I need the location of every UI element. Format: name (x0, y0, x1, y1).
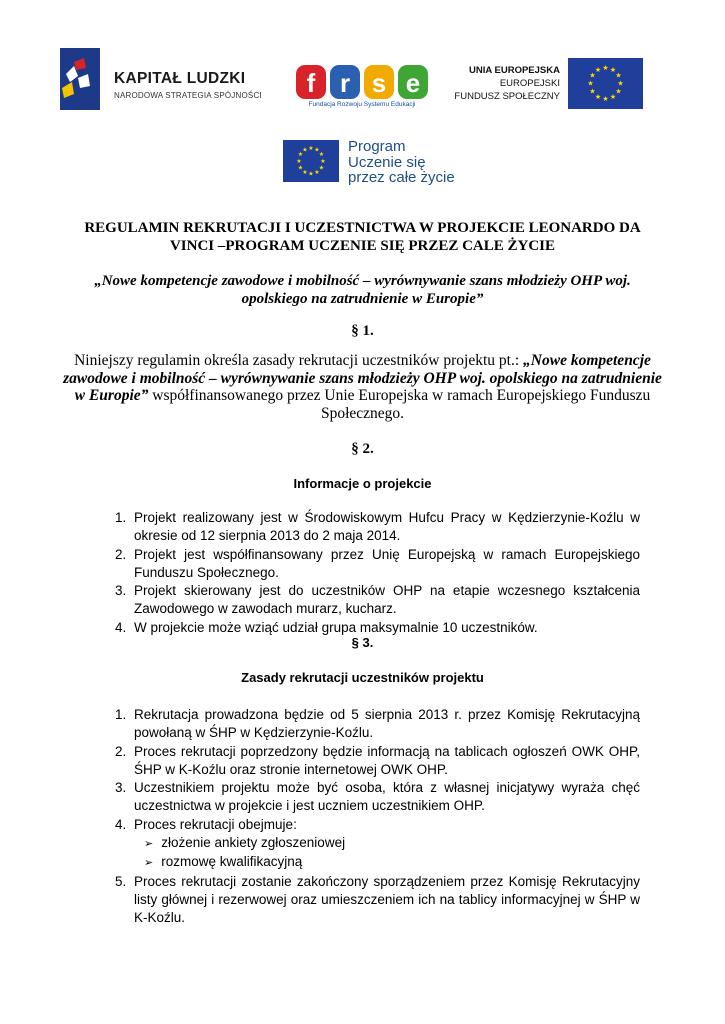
svg-text:★: ★ (296, 158, 302, 165)
svg-text:★: ★ (594, 66, 602, 74)
sub-list-item (144, 834, 640, 853)
list-item (130, 816, 640, 873)
svg-text:★: ★ (297, 151, 304, 158)
list-item: 1. Rekrutacja prowadzona będzie od 5 sierpnia 2013 r. przez Komisję Rekrutacyjną powołaną w ŚHP w Kędzierzynie-Koźlu. (130, 706, 640, 743)
svg-text:★: ★ (297, 164, 304, 172)
svg-text:f: f (306, 68, 316, 98)
arrow-bullet-icon: ➢ (144, 857, 154, 870)
list-item: 4. W projekcie może wziąć udział grupa maksymalnie 10 uczestników. (130, 619, 640, 637)
sub-list (134, 834, 640, 873)
svg-text:★: ★ (308, 170, 314, 178)
svg-text:★: ★ (589, 87, 596, 96)
intro-paragraph (60, 352, 665, 422)
svg-text:★: ★ (318, 164, 325, 172)
program-line2: Uczenie się (348, 153, 426, 171)
svg-text:★: ★ (302, 146, 308, 154)
frse-subtitle: Fundacja Rozwoju Systemu Edukacji (308, 101, 416, 108)
subtitle-line2: opolskiego na zatrudnienie w Europie” (241, 291, 484, 307)
kapital-ludzki-title: KAPITAŁ LUDZKI (114, 70, 246, 87)
section-2-mark: § 2. (351, 441, 374, 457)
sub-list-item (144, 853, 640, 872)
svg-text:★: ★ (320, 158, 326, 165)
list-item: 1. Projekt realizowany jest w Środowiskowym Hufcu Pracy w Kędzierzynie-Koźlu w okresie od 12 sierpnia 2013 do 2 maja 2014. (130, 509, 640, 546)
ue-line1: UNIA EUROPEJSKA (469, 65, 560, 76)
svg-text:★: ★ (602, 95, 609, 103)
program-line3: przez całe życie (348, 169, 455, 186)
section-2-heading: Informacje o projekcie (293, 476, 432, 491)
document-subtitle (60, 272, 665, 308)
svg-text:★: ★ (314, 169, 320, 176)
svg-text:r: r (339, 68, 351, 98)
subtitle-line1: „Nowe kompetencje zawodowe i mobilność – wyrównywanie szans młodzieży OHP woj. (94, 273, 631, 289)
svg-text:e: e (405, 68, 421, 98)
section-3-heading: Zasady rekrutacji uczestników projektu (241, 670, 484, 685)
list-item-text: Proces rekrutacji obejmuje: (134, 816, 297, 832)
section-3-list (60, 706, 640, 928)
list-item: 2. Projekt jest współfinansowany przez Unię Europejską w ramach Europejskiego Funduszu Społecznego. (130, 546, 640, 583)
svg-text:★: ★ (589, 71, 596, 80)
sub-list-item-text: złożenie ankiety zgłoszeniowej (161, 835, 346, 851)
kapital-ludzki-text (114, 70, 262, 100)
list-item: 2. Proces rekrutacji poprzedzony będzie informacją na tablicach ogłoszeń OWK OHP, ŚHP w K-Koźlu oraz stronie internetowej OWK OHP. (130, 743, 640, 780)
svg-text:★: ★ (308, 145, 314, 152)
program-line1: Program (348, 138, 406, 155)
svg-text:★: ★ (609, 66, 617, 74)
svg-text:★: ★ (314, 146, 320, 154)
svg-text:s: s (371, 68, 387, 98)
title-line1: REGULAMIN REKRUTACJI I UCZESTNICTWA W PROJEKCIE LEONARDO DA (84, 220, 641, 236)
svg-text:★: ★ (615, 71, 622, 80)
kapital-ludzki-subtitle: NARODOWA STRATEGIA SPÓJNOŚCI (114, 91, 262, 100)
svg-text:★: ★ (602, 64, 609, 72)
section-2-list (60, 509, 640, 637)
section-1-mark: § 1. (351, 323, 374, 339)
list-item: 5. Proces rekrutacji zostanie zakończony sporządzeniem przez Komisję Rekrutacyjny listy głównej i rezerwowej oraz umieszczeniem ich na tablicy informacyjnej w ŚHP w K-Koźlu. (130, 873, 640, 928)
sub-list-item-text: rozmowę kwalifikacyjną (161, 854, 303, 870)
frse-logo (294, 63, 430, 101)
section-3-mark: § 3. (351, 635, 374, 650)
program-eu-flag-icon (283, 140, 339, 182)
list-item: 3. Uczestnikiem projektu może być osoba, która z własnej inicjatywy wyraża chęć uczestnictwa w projekcie i jest uczniem uczestnikiem OHP. (130, 779, 640, 816)
svg-text:★: ★ (594, 93, 602, 101)
ue-line2: EUROPEJSKI (499, 78, 560, 89)
program-logo-text (348, 139, 455, 186)
svg-text:★: ★ (615, 87, 622, 96)
kapital-ludzki-emblem (60, 48, 100, 110)
document-title (60, 219, 665, 255)
intro-text-a: Niniejszy regulamin określa zasady rekrutacji uczestników projektu pt.: (74, 352, 524, 369)
svg-text:★: ★ (302, 169, 308, 176)
ue-line3: FUNDUSZ SPOŁECZNY (454, 91, 560, 102)
ue-text (450, 64, 560, 103)
svg-text:★: ★ (617, 79, 624, 88)
intro-project-name: „Nowe kompetencje zawodowe i mobilność – wyrównywanie szans młodzieży OHP woj. opolskiego na zatrudnienie w Europie” (63, 352, 662, 404)
arrow-bullet-icon: ➢ (144, 838, 154, 851)
list-item: 3. Projekt skierowany jest do uczestników OHP na etapie wczesnego kształcenia Zawodowego w zawodach murarz, kucharz. (130, 582, 640, 619)
title-line2: VINCI –PROGRAM UCZENIE SIĘ PRZEZ CALE ŻYCIE (169, 238, 556, 254)
eu-flag-icon (568, 58, 643, 109)
svg-text:★: ★ (587, 79, 594, 88)
svg-text:★: ★ (609, 93, 617, 101)
svg-text:★: ★ (318, 151, 325, 158)
intro-text-c: współfinansowanego przez Unie Europejska w ramach Europejskiego Funduszu Społecznego. (148, 387, 651, 422)
